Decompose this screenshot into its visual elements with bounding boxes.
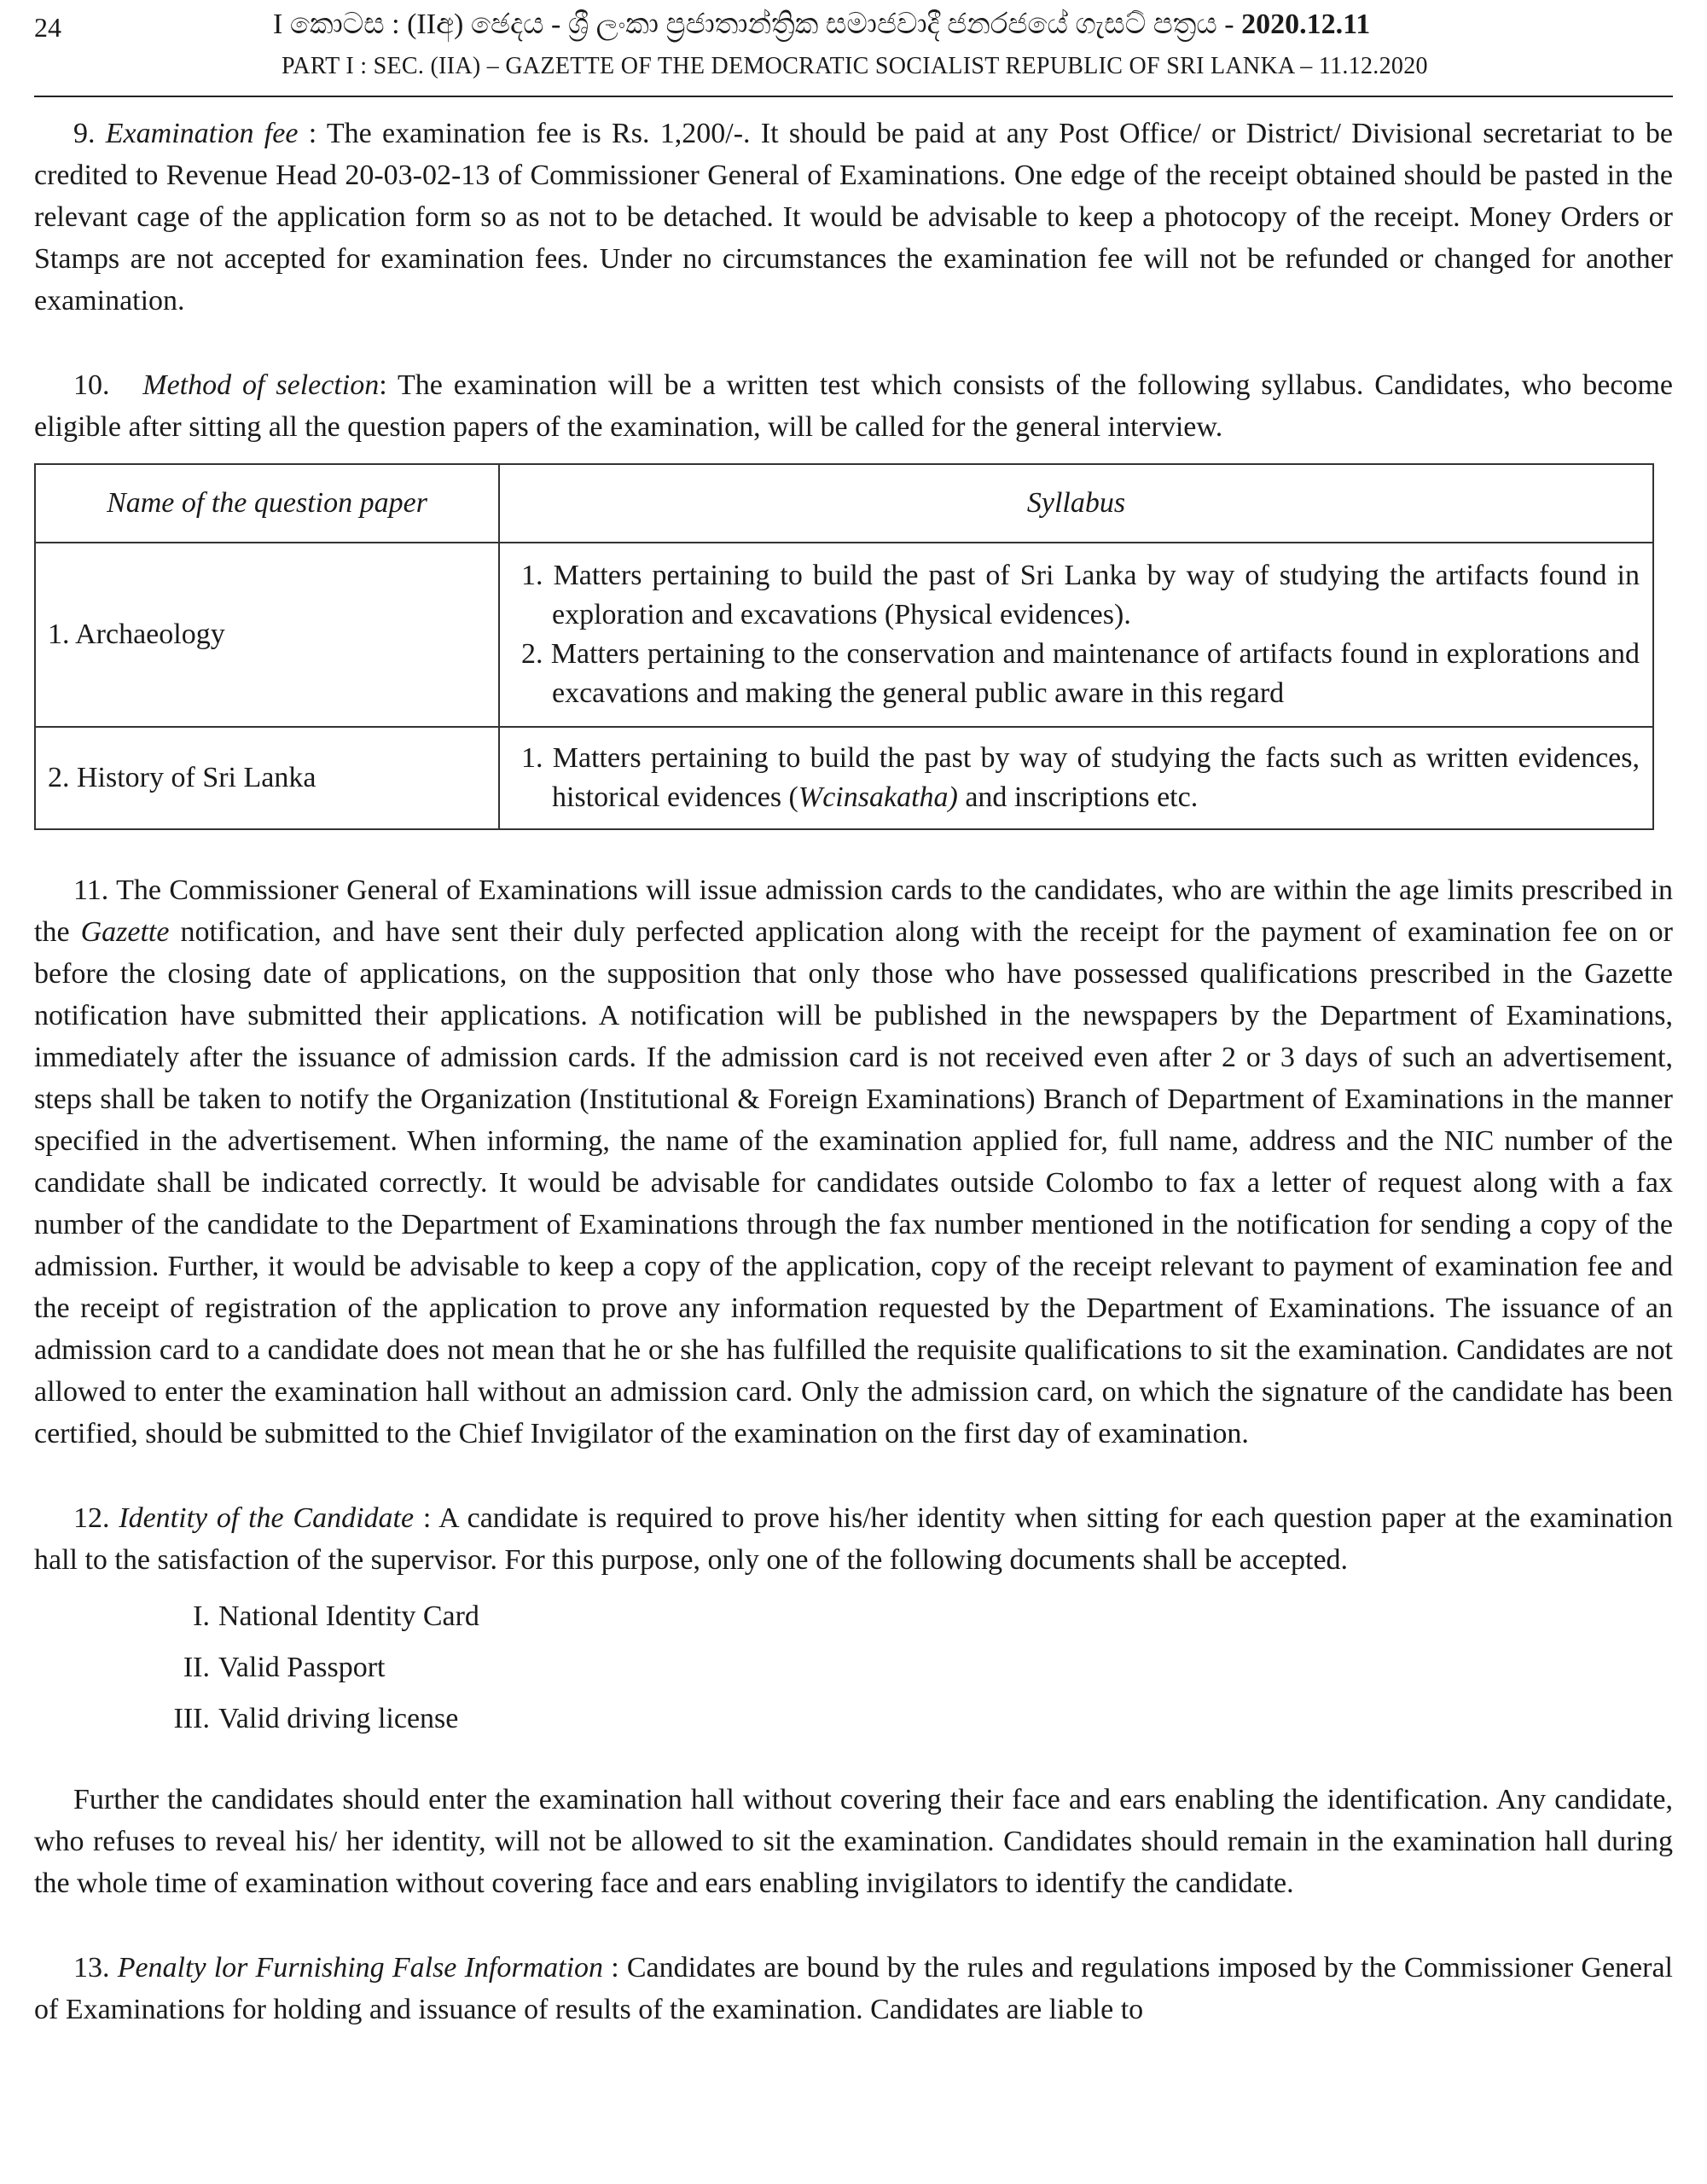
section-number: 11. [73,874,109,906]
section-12-further: Further the candidates should enter the examination hall without covering their face and ears enabling the identification. Any candidate, who refuses to reveal his/ her identity, will not be allowed to sit the examination. Candidates should remain in the examination hall during the whole time of examination without covering face and ears enabling invigilators to identify the candidate. [34,1784,1673,1899]
paper-name-cell: 1. Archaeology [35,543,499,727]
section-text: : The examination fee is Rs. 1,200/-. It should be paid at any Post Office/ or District/ Divisional secretariat to be credited to Revenue Head 20-03-02-13 of Commissioner General of Examinations. One edge of the receipt obtained should be pasted in the relevant cage of the application form so as not to be detached. It would be advisable to keep a photocopy of the receipt. Money Orders or Stamps are not accepted for examination fees. Under no circumstances the examination fee will not be refunded or changed for another examination. [34,118,1673,317]
list-label: Valid Passport [218,1652,386,1683]
section-heading: Examination fee [105,118,299,149]
section-text: : Candidates are bound by the rules and regulations imposed by the Commissioner General of Examinations for holding and issuance of results of the examination. Candidates are liable to [34,1952,1673,2025]
list-item [34,1642,1673,1693]
section-text: : A candidate is required to prove his/her identity when sitting for each question paper at the examination hall to the satisfaction of the supervisor. For this purpose, only one of the following documents shall be accepted. [34,1502,1673,1576]
syllabus-item-italic: Wcinsakatha) [798,781,958,813]
syllabus-table [34,463,1654,830]
page-header [34,0,1673,97]
syllabus-item: 1. Matters pertaining to build the past of Sri Lanka by way of studying the artifacts found in exploration and excavations (Physical evidences). [521,560,1640,630]
section-10 [34,364,1673,448]
list-item [34,1591,1673,1642]
gazette-italic: Gazette [80,916,170,948]
header-english-title: PART I : SEC. (IIA) – GAZETTE OF THE DEMOCRATIC SOCIALIST REPUBLIC OF SRI LANKA – 11.12.2020 [282,53,1428,79]
section-heading: Method of selection [142,369,380,401]
column-header: Name of the question paper [35,464,499,543]
list-numeral: III. [173,1703,210,1734]
syllabus-item [511,739,1640,817]
header-sinhala-title [273,9,1370,41]
table-row [35,543,1653,727]
syllabus-cell [499,727,1653,829]
header-sinhala-text: I කොටස : (IIඅ) ඡෙදය - ශ්‍රී ලංකා ප්‍රජාතාන්ත්‍රික සමාජවාදී ජනරජයේ ගැසට් පත්‍රය - [273,9,1242,40]
section-number: 13. [73,1952,110,1984]
page-content [34,113,1673,2030]
section-9 [34,113,1673,322]
list-label: National Identity Card [218,1600,479,1632]
syllabus-cell [499,543,1653,727]
section-number: 10. [73,369,110,401]
syllabus-item-text: and inscriptions etc. [957,781,1199,813]
column-header: Syllabus [499,464,1653,543]
section-text: The Commissioner General of Examinations will issue admission cards to the candidates, who are within the age limits prescribed in the [34,874,1673,948]
page-number: 24 [34,12,61,43]
section-heading: Identity of the Candidate [119,1502,415,1534]
list-label: Valid driving license [218,1703,459,1734]
list-item [34,1693,1673,1745]
section-11 [34,869,1673,1455]
syllabus-list [501,548,1652,722]
section-text: notification, and have sent their duly perfected application along with the receipt for the payment of examination fee on or before the closing date of applications, on the supposition that only those who have possessed qualifications prescribed in the Gazette notification have submitted their applications. A notification will be published in the newspapers by the Department of Examinations, immediately after the issuance of admission cards. If the admission card is not received even after 2 or 3 days of such an advertisement, steps shall be taken to notify the Organization (Institutional & Foreign Examinations) Branch of Department of Examinations in the manner specified in the advertisement. When informing, the name of the examination applied for, full name, address and the NIC number of the candidate shall be indicated correctly. It would be advisable for candidates outside Colombo to fax a letter of request along with a fax number of the candidate to the Department of Examinations through the fax number mentioned in the notification for sending a copy of the admission. Further, it would be advisable to keep a copy of the application, copy of the receipt relevant to payment of examination fee and the receipt of registration of the application to prove any information requested by the Department of Examinations. The issuance of an admission card to a candidate does not mean that he or she has fulfilled the requisite qualifications to sit the examination. Candidates are not allowed to enter the examination hall without an admission card. Only the admission card, on which the signature of the candidate has been certified, should be submitted to the Chief Invigilator of the examination on the first day of examination. [34,916,1673,1449]
syllabus-item-text: 1. Matters pertaining to build the past by way of studying the facts such as written evidences, historical evidences ( [521,742,1640,813]
section-number: 12. [73,1502,110,1534]
list-numeral: I. [193,1600,210,1632]
paper-name-cell: 2. History of Sri Lanka [35,727,499,829]
section-text: : The examination will be a written test which consists of the following syllabus. Candidates, who become eligible after sitting all the question papers of the examination, will be called for the general interview. [34,369,1673,443]
section-heading: Penalty lor Furnishing False Information [117,1952,604,1984]
list-numeral: II. [183,1652,210,1683]
table-header-row [35,464,1653,543]
section-13 [34,1947,1673,2030]
identity-documents-list [34,1591,1673,1745]
header-date: 2020.12.11 [1241,9,1371,40]
section-number: 9. [73,118,96,149]
syllabus-list [501,730,1652,826]
table-row [35,727,1653,829]
syllabus-item: 2. Matters pertaining to the conservation and maintenance of artifacts found in explorations and excavations and making the general public aware in this regard [521,638,1640,709]
section-12 [34,1497,1673,1581]
